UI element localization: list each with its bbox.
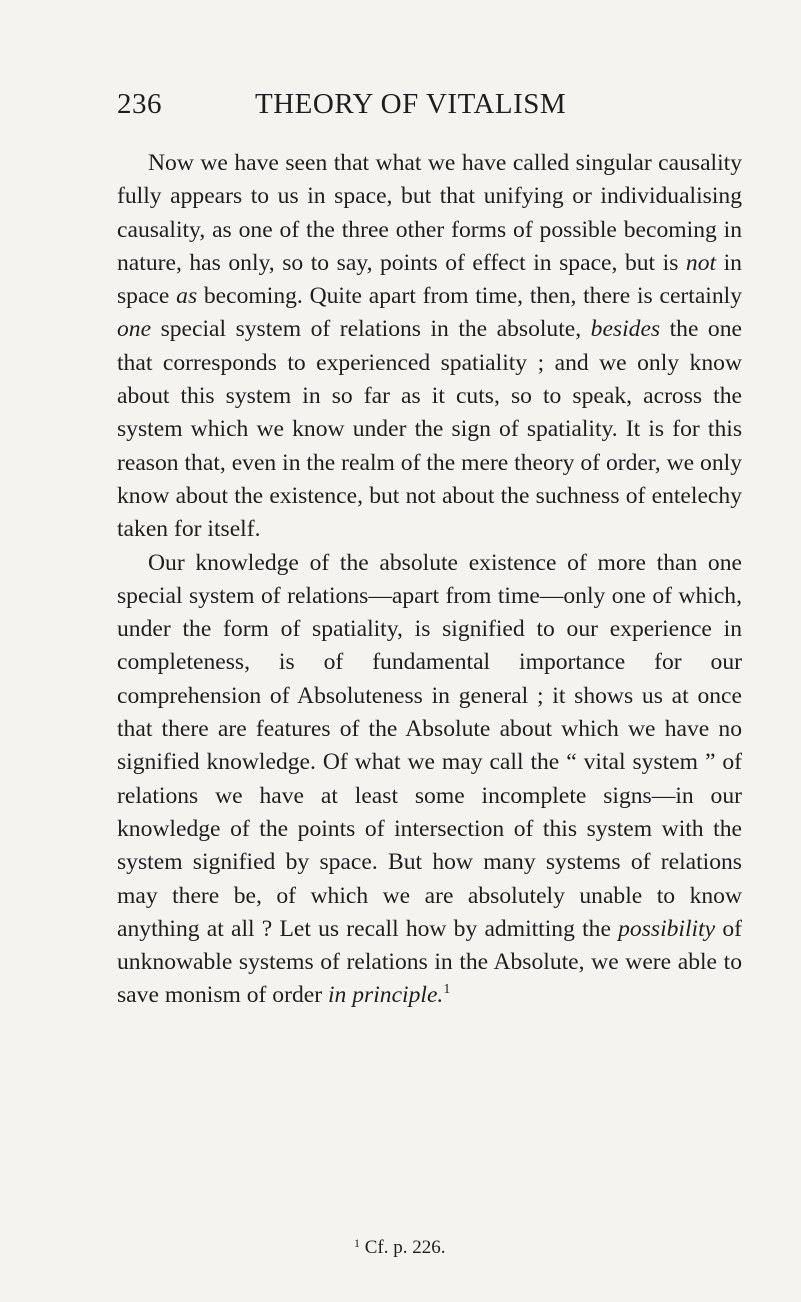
text-run: of unknowable systems of relations in the Absolute, we were able to save monism of order [117, 915, 742, 1009]
text-run: Our knowledge of the absolute existence of more than one special system of relations—apart from time—only one of which, under the form of spatiality, is signified to our experience in completeness, is of fundamental importance for our comprehension of Absoluteness in general ; it shows us at once that there are features of the Absolute about which we have no signified knowledge. Of what we may call the “ vital system ” of relations we have at least some incomplete signs—in our knowledge of the points of intersection of this system with the system signified by space. But how many systems of relations may there be, of which we are absolutely unable to know anything at all ? Let us recall how by admitting the [117, 549, 742, 942]
emphasis: besides [590, 316, 661, 343]
body-text [117, 147, 742, 1013]
text-run: the one that corresponds to experienced spatiality ; and we only know about this system in so far as it cuts, so to speak, across the system which we know under the sign of spatiality. It is for this reason that, even in the realm of the mere theory of order, we only know about the existence, but not about the suchness of entelechy taken for itself. [117, 316, 742, 543]
footnote-reference: 1 [443, 982, 451, 998]
running-title: THEORY OF VITALISM [255, 88, 567, 120]
text-run: becoming. Quite apart from time, then, there is certainly [197, 283, 743, 310]
text-run: special system of relations in the absolute, [151, 316, 591, 343]
paragraph [117, 547, 742, 1013]
paragraph [117, 147, 742, 547]
emphasis: in principle. [327, 982, 444, 1009]
text-run: in space [117, 249, 742, 310]
footnote-text: Cf. p. 226. [364, 1237, 446, 1258]
footnote [354, 1236, 446, 1260]
emphasis: one [117, 316, 152, 343]
emphasis: as [176, 283, 198, 310]
footnote-marker: 1 [354, 1236, 360, 1250]
emphasis: possibility [618, 915, 716, 942]
page-number: 236 [117, 88, 162, 120]
text-run: Now we have seen that what we have called singular causality fully appears to us in space, but that unifying or individualising causality, as one of the three other forms of possible becoming in nature, has only, so to say, points of effect in space, but is [117, 150, 742, 276]
emphasis: not [685, 249, 717, 276]
page-header [117, 88, 741, 128]
